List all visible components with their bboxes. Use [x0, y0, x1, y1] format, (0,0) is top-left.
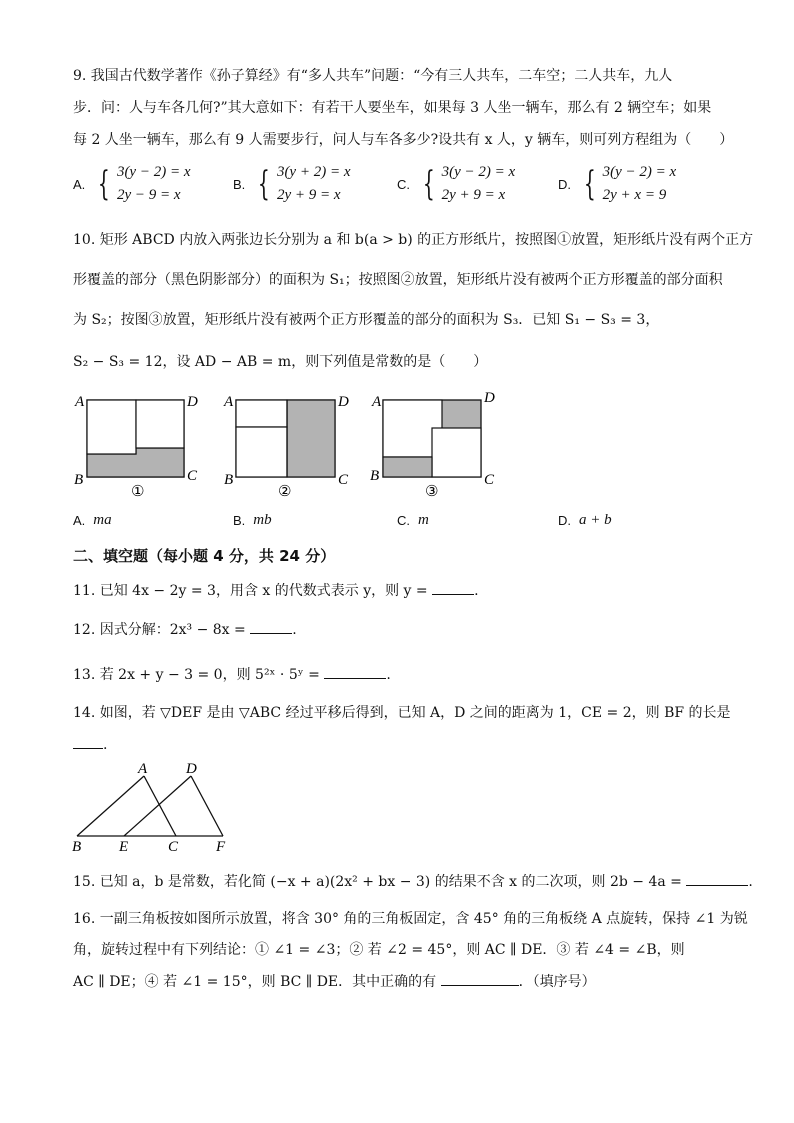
q10-line1: 10. 矩形 ABCD 内放入两张边长分别为 a 和 b(a > b) 的正方形纸片，按照图①放置，矩形纸片没有两个正方 — [73, 232, 754, 248]
label-a: A — [372, 394, 382, 410]
option-label: A. — [73, 176, 86, 192]
q10-line2: 形覆盖的部分（黑色阴影部分）的面积为 S₁；按照图②放置，矩形纸片没有被两个正方形覆盖的部分面积 — [73, 272, 723, 288]
label-c: C — [338, 472, 349, 488]
period: . — [474, 583, 479, 599]
label-b: B — [72, 839, 82, 855]
option-value: ma — [93, 512, 112, 528]
q15 — [73, 871, 753, 892]
label-d: D — [186, 761, 197, 777]
option-label: D. — [558, 513, 571, 528]
caption-3: ③ — [425, 482, 439, 500]
side-df — [191, 776, 223, 836]
q10-figures — [70, 388, 520, 503]
label-c: C — [187, 468, 198, 484]
option-label: A. — [73, 513, 86, 528]
q12-text: 12. 因式分解：2x³ − 8x = — [73, 622, 246, 638]
q11-text: 11. 已知 4x − 2y = 3，用含 x 的代数式表示 y，则 y = — [73, 583, 428, 599]
option-label: C. — [397, 176, 410, 192]
q9-line1: 9. 我国古代数学著作《孙子算经》有“多人共车”问题：“今有三人共车，二车空；二人共车，九人 — [73, 68, 673, 84]
label-d: D — [187, 394, 198, 410]
answer-blank[interactable] — [441, 971, 519, 986]
label-c: C — [484, 472, 495, 488]
equation: 2y + x = 9 — [602, 187, 667, 203]
square-b — [432, 428, 481, 477]
label-b: B — [74, 472, 84, 488]
option-label: D. — [558, 176, 571, 192]
period: . — [292, 622, 297, 638]
label-f: F — [216, 839, 226, 855]
period: . — [748, 874, 753, 890]
shaded-region — [383, 457, 432, 477]
q10-line4: S₂ − S₃ = 12，设 AD − AB = m，则下列值是常数的是（ ） — [73, 354, 488, 370]
q10-line3: 为 S₂；按图③放置，矩形纸片没有被两个正方形覆盖的部分的面积为 S₃．已知 S₁ − S₃ = 3， — [73, 312, 660, 328]
label-c: C — [168, 839, 179, 855]
q9-line2: 步．问：人与车各几何?”其大意如下：有若干人要坐车，如果每 3 人坐一辆车，那么有 2 辆空车；如果 — [73, 100, 712, 116]
option-label: C. — [397, 513, 410, 528]
figure-2 — [223, 394, 349, 500]
period: . — [103, 737, 108, 753]
answer-blank[interactable] — [686, 871, 748, 886]
section-title: 二、填空题（每小题 4 分，共 24 分） — [73, 547, 336, 565]
label-a: A — [75, 394, 85, 410]
q16-line3 — [73, 971, 596, 992]
equation: 3(y + 2) = x — [276, 164, 351, 180]
q16-line1: 16. 一副三角板按如图所示放置，将含 30° 角的三角板固定，含 45° 角的三角板绕 A 点旋转，保持 ∠1 为锐 — [73, 911, 748, 927]
answer-blank[interactable] — [324, 664, 386, 679]
label-b: B — [224, 472, 234, 488]
label-a: A — [138, 761, 148, 777]
option-label: B. — [233, 513, 246, 528]
q13-text: 13. 若 2x + y − 3 = 0，则 5²ˣ · 5ʸ = — [73, 667, 320, 683]
answer-blank[interactable] — [73, 734, 103, 749]
equation: 3(y − 2) = x — [602, 164, 677, 180]
shaded-region — [287, 400, 335, 477]
brace-icon: { — [98, 164, 111, 204]
label-e: E — [119, 839, 129, 855]
q9-option-c[interactable] — [397, 161, 515, 207]
brace-icon: { — [583, 164, 596, 204]
brace-icon: { — [258, 164, 271, 204]
strip — [236, 400, 287, 427]
square-a — [87, 400, 136, 454]
q14-line2 — [73, 734, 107, 755]
q10-option-a[interactable] — [73, 512, 112, 529]
side-ac — [144, 776, 176, 836]
option-value: m — [418, 512, 429, 528]
q9-option-a[interactable] — [73, 161, 191, 207]
q9-line3: 每 2 人坐一辆车，那么有 9 人需要步行，问人与车各多少?设共有 x 人，y 辆车，则可列方程组为（ ） — [73, 132, 734, 148]
q14-line1: 14. 如图，若 ▽DEF 是由 ▽ABC 经过平移后得到，已知 A，D 之间的距离为 1，CE = 2，则 BF 的长是 — [73, 705, 731, 721]
figure-1 — [74, 394, 198, 500]
figure-3 — [370, 390, 495, 500]
caption-2: ② — [278, 482, 292, 500]
equation: 2y + 9 = x — [276, 187, 341, 203]
q14-figure — [66, 760, 241, 855]
brace-icon: { — [422, 164, 435, 204]
q10-option-c[interactable] — [397, 512, 429, 529]
square-a — [236, 427, 287, 477]
hint: ．（填序号） — [518, 974, 596, 990]
label-d: D — [484, 390, 495, 406]
q9-option-d[interactable] — [558, 161, 676, 207]
answer-blank[interactable] — [250, 619, 292, 634]
square-b — [136, 400, 184, 448]
q10-option-d[interactable] — [558, 512, 612, 529]
q16-text: AC ∥ DE；④ 若 ∠1 = 15°，则 BC ∥ DE．其中正确的有 — [73, 974, 437, 990]
q13 — [73, 664, 391, 685]
equation: 3(y − 2) = x — [116, 164, 191, 180]
q15-text: 15. 已知 a，b 是常数，若化简 (−x + a)(2x² + bx − 3) 的结果不含 x 的二次项，则 2b − 4a = — [73, 874, 682, 890]
q9-option-b[interactable] — [233, 161, 351, 207]
q10-option-b[interactable] — [233, 512, 272, 529]
option-value: mb — [253, 512, 272, 528]
q16-line2: 角，旋转过程中有下列结论：① ∠1 = ∠3；② 若 ∠2 = 45°，则 AC ∥ DE．③ 若 ∠4 = ∠B，则 — [73, 942, 685, 958]
equation: 2y − 9 = x — [116, 187, 181, 203]
label-a: A — [224, 394, 234, 410]
option-label: B. — [233, 176, 246, 192]
equation: 3(y − 2) = x — [441, 164, 516, 180]
q12 — [73, 619, 297, 640]
answer-blank[interactable] — [432, 580, 474, 595]
option-value: a + b — [579, 512, 612, 528]
period: . — [386, 667, 391, 683]
label-b: B — [370, 468, 380, 484]
caption-1: ① — [131, 482, 145, 500]
equation: 2y + 9 = x — [441, 187, 506, 203]
label-d: D — [338, 394, 349, 410]
q11 — [73, 580, 479, 601]
